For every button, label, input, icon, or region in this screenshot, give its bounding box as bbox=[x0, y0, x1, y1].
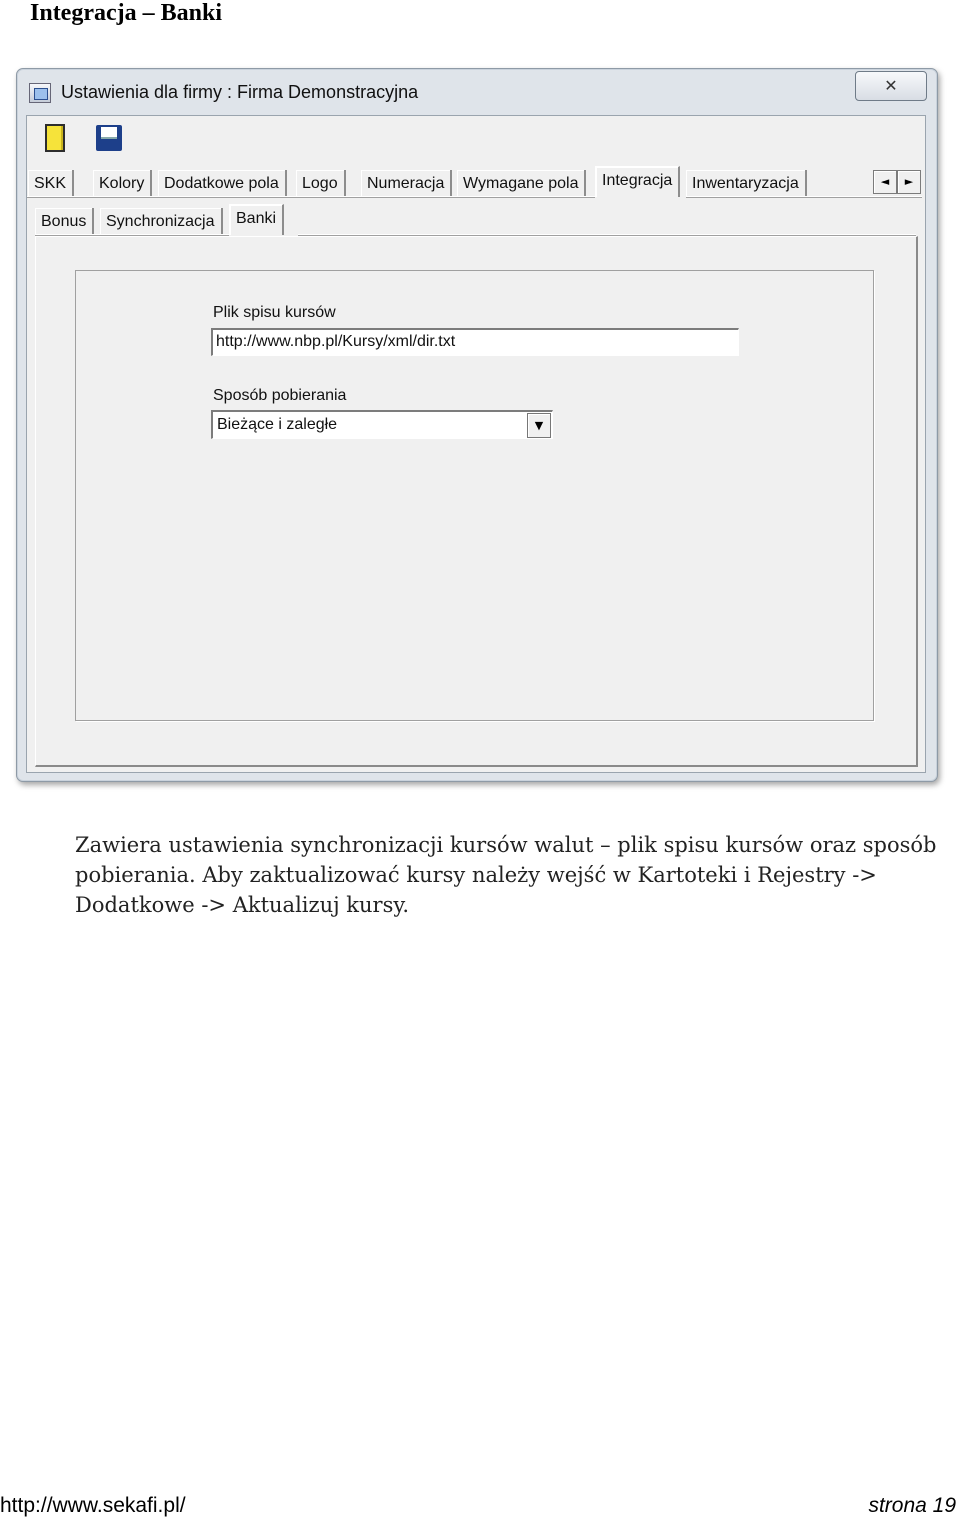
footer-url: http://www.sekafi.pl/ bbox=[0, 1494, 186, 1517]
footer-page-number: strona 19 bbox=[868, 1494, 956, 1517]
file-list-input[interactable]: http://www.nbp.pl/Kursy/xml/dir.txt bbox=[211, 328, 739, 356]
tab-skk[interactable]: SKK bbox=[28, 170, 74, 196]
tab-dodatkowe-pola[interactable]: Dodatkowe pola bbox=[158, 170, 287, 196]
chevron-down-icon: ▼ bbox=[534, 419, 544, 432]
main-tab-baseline-right bbox=[686, 196, 922, 198]
close-button[interactable] bbox=[855, 71, 927, 101]
tab-numeracja[interactable]: Numeracja bbox=[361, 170, 452, 196]
tab-integracja[interactable]: Integracja bbox=[595, 166, 680, 197]
tab-scroll-right-button[interactable] bbox=[897, 170, 921, 194]
title-bar[interactable] bbox=[17, 69, 937, 113]
description-paragraph: Zawiera ustawienia synchronizacji kursów walut – plik spisu kursów oraz sposób pobierania. Aby zaktualizować kursy należy wejść w Kartoteki i Rejestry -> Dodatkowe -> Aktualizuj kursy. bbox=[75, 833, 937, 917]
tab-scroll-arrows bbox=[873, 170, 921, 192]
file-list-label: Plik spisu kursów bbox=[213, 304, 336, 321]
tab-bonus[interactable]: Bonus bbox=[35, 208, 94, 234]
window-title: Ustawienia dla firmy : Firma Demonstracyjna bbox=[61, 82, 419, 102]
app-window-icon bbox=[29, 83, 51, 103]
close-icon: ✕ bbox=[884, 76, 898, 95]
tab-logo[interactable]: Logo bbox=[296, 170, 346, 196]
tab-inwentaryzacja[interactable]: Inwentaryzacja bbox=[686, 170, 807, 196]
tab-kolory[interactable]: Kolory bbox=[93, 170, 152, 196]
main-tab-baseline bbox=[27, 196, 595, 198]
arrow-left-icon: ◄ bbox=[880, 175, 890, 188]
window-client-area bbox=[26, 115, 926, 773]
tab-wymagane-pola[interactable]: Wymagane pola bbox=[457, 170, 586, 196]
download-method-select[interactable] bbox=[211, 410, 553, 439]
door-exit-icon[interactable] bbox=[39, 122, 71, 154]
settings-window bbox=[16, 68, 938, 782]
arrow-right-icon: ► bbox=[904, 175, 914, 188]
tab-synchronizacja[interactable]: Synchronizacja bbox=[100, 208, 223, 234]
floppy-save-icon[interactable] bbox=[93, 122, 125, 154]
page-heading: Integracja – Banki bbox=[30, 0, 222, 26]
dropdown-button[interactable] bbox=[527, 413, 551, 438]
download-method-value: Bieżące i zaległe bbox=[217, 416, 338, 433]
tab-banki[interactable]: Banki bbox=[229, 204, 284, 235]
tab-scroll-left-button[interactable] bbox=[873, 170, 897, 194]
download-method-label: Sposób pobierania bbox=[213, 387, 347, 404]
